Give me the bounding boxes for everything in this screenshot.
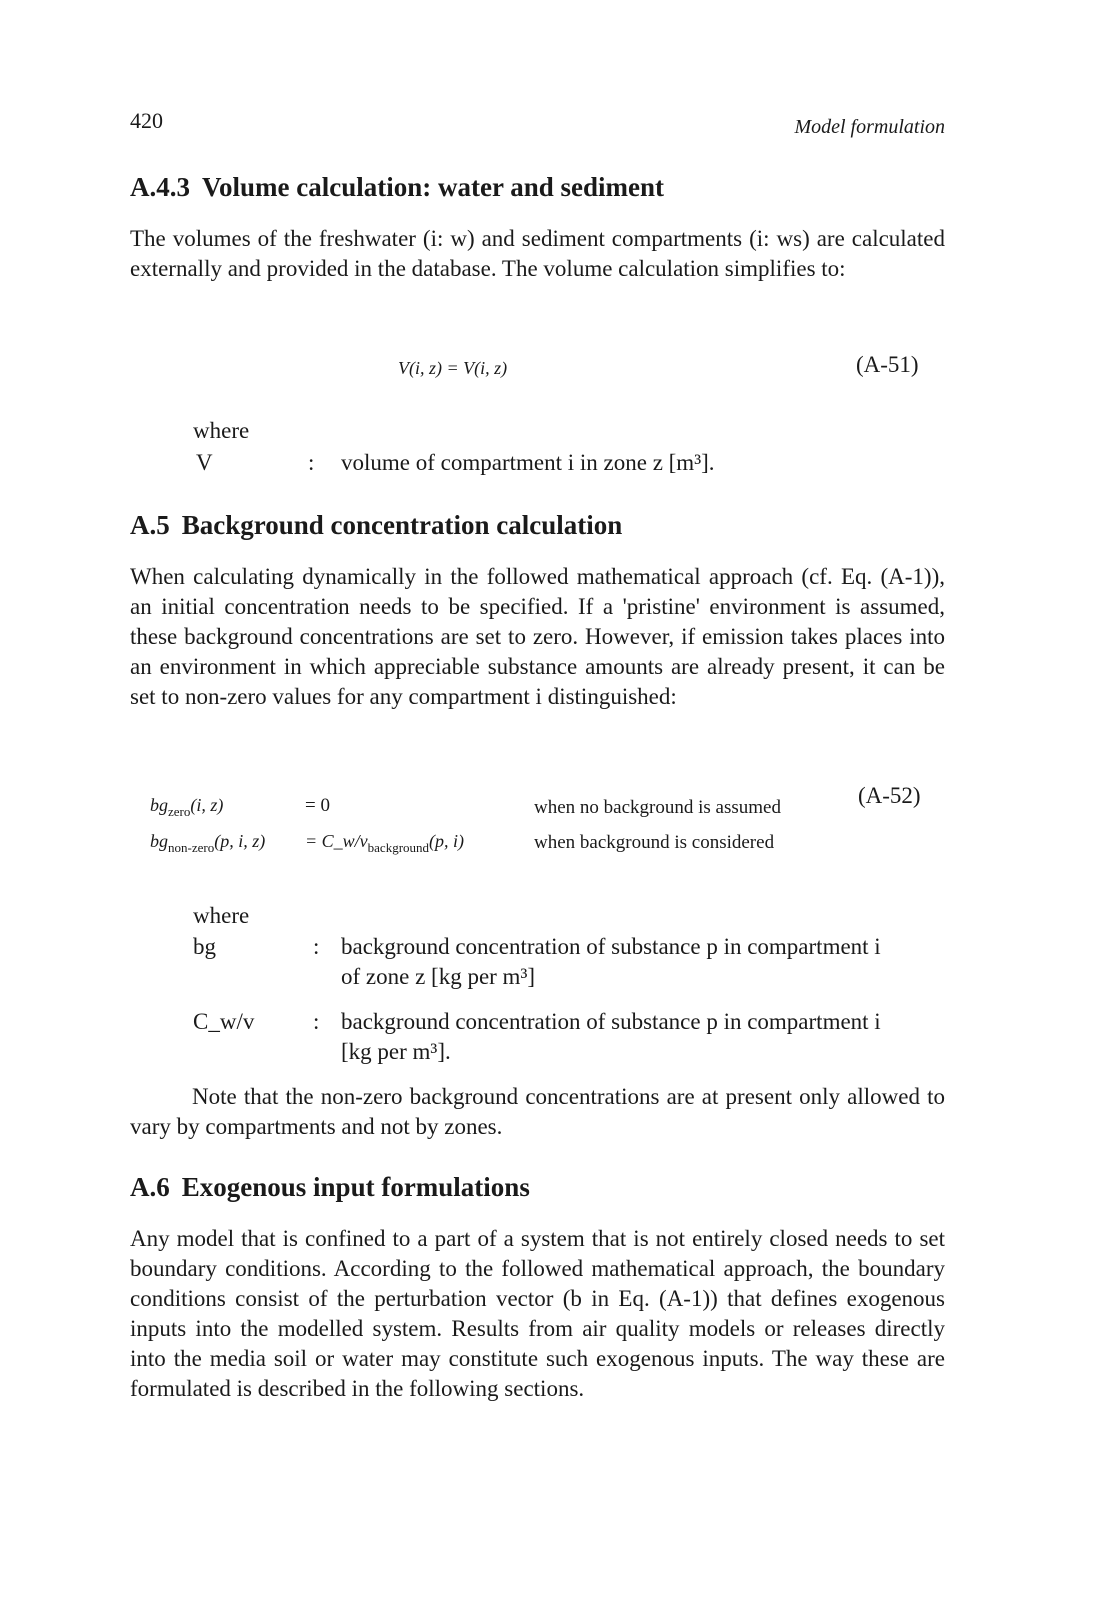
section-number: A.4.3 (130, 172, 190, 202)
equation-a51: V(i, z) = V(i, z) (398, 358, 508, 378)
equation-a52-condition-2: when background is considered (534, 832, 775, 853)
section-heading-a5 (130, 510, 622, 541)
equation-label-a51: (A-51) (856, 352, 919, 377)
equation-a52-condition-1: when no background is assumed (534, 797, 781, 818)
paragraph-volume: The volumes of the freshwater (i: w) and sediment compartments (i: ws) are calculated externally and provided in the database. The volume calculation simplifies to: (130, 226, 945, 281)
def-description-cont: [kg per m³]. (341, 1039, 451, 1064)
section-number: A.5 (130, 510, 170, 540)
def-colon: : (308, 450, 315, 475)
def-colon: : (313, 934, 320, 959)
section-number: A.6 (130, 1172, 170, 1202)
where-label: where (193, 903, 250, 928)
def-symbol: bg (193, 934, 216, 959)
equation-a52-rhs-1: = 0 (305, 795, 330, 816)
page-number: 420 (130, 108, 163, 133)
paragraph-exogenous: Any model that is confined to a part of a system that is not entirely closed needs to set boundary conditions. According to the followed mathematical approach, the boundary conditions consist of the perturbation vector (b in Eq. (A-1)) that defines exogenous inputs into the modelled system. Results from air quality models or releases directly into the media soil or water may constitute such exogenous inputs. The way these are formulated is described in the following sections. (130, 1226, 945, 1401)
equation-label-a52: (A-52) (858, 783, 921, 808)
def-symbol: V (196, 450, 213, 475)
section-heading-a6 (130, 1172, 530, 1203)
equation-a52-rhs-2: = $C\_w/v_{background}(p$, i) (305, 831, 465, 855)
section-title: Background concentration calculation (181, 510, 623, 540)
running-title: Model formulation (794, 116, 945, 138)
paragraph-note: Note that the non-zero background concentrations are at present only allowed to vary by compartments and not by zones. (130, 1084, 945, 1139)
section-title: Volume calculation: water and sediment (202, 172, 664, 202)
paragraph-background: When calculating dynamically in the followed mathematical approach (cf. Eq. (A-1)), an initial concentration needs to be specified. If a 'pristine' environment is assumed, these background concentrations are set to zero. However, if emission takes places into an environment in which appreciable substance amounts are already present, it can be set to non-zero values for any compartment i distinguished: (130, 564, 945, 709)
section-heading-a43 (130, 172, 664, 203)
where-label: where (193, 418, 250, 443)
def-description: volume of compartment i in zone z [m³]. (341, 450, 715, 475)
def-symbol: C_w/v (193, 1009, 255, 1034)
def-description-cont: of zone z [kg per m³] (341, 964, 536, 989)
def-description: background concentration of substance p in compartment i (341, 1009, 881, 1034)
equation-a52-lhs-1: $bg_{zero}(i$, z) (150, 795, 224, 819)
section-title: Exogenous input formulations (181, 1172, 530, 1202)
def-description: background concentration of substance p in compartment i (341, 934, 881, 959)
def-colon: : (313, 1009, 320, 1034)
equation-a52-lhs-2: $bg_{non-zero}(p$, i, z) (150, 831, 266, 855)
